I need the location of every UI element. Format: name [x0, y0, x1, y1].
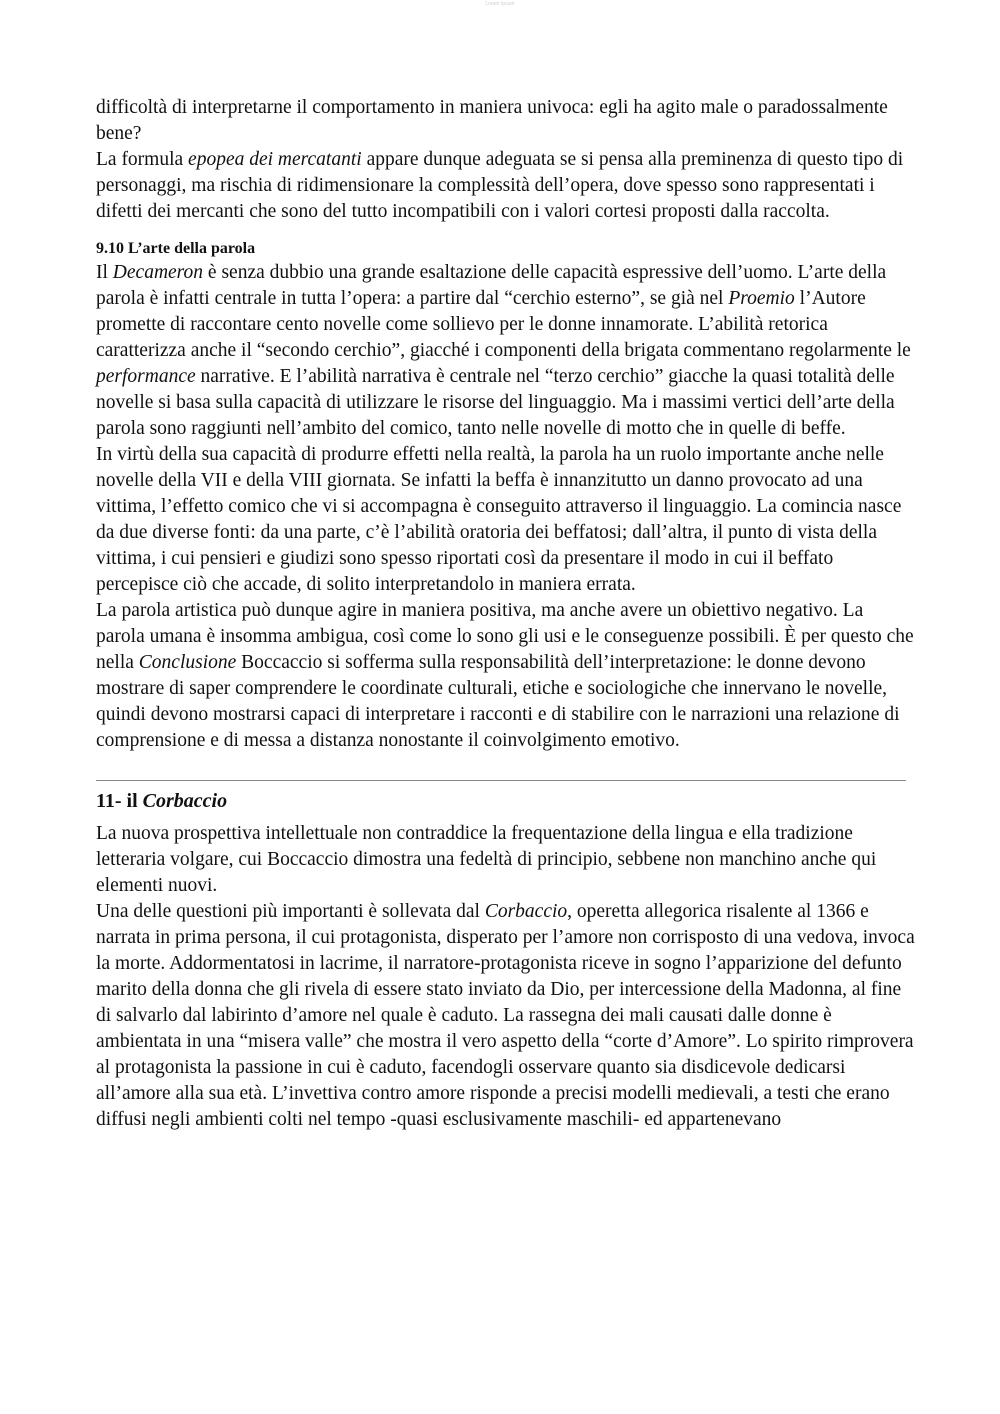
- paragraph: La formula epopea dei mercatanti appare dunque adeguata se si pensa alla preminenza di questo tipo di personaggi, ma rischia di ridimensionare la complessità dell’opera, dove spesso sono rappresentati i difetti dei mercanti che sono del tutto incompatibili con i valori cortesi proposti dalla raccolta.: [96, 149, 904, 222]
- chapter-heading-prefix: 11- il: [96, 790, 143, 812]
- paragraph: In virtù della sua capacità di produrre effetti nella realtà, la parola ha un ruolo importante anche nelle novelle della VII e della VIII giornata. Se infatti la beffa è innanzitutto un danno provocato ad una vittima, l’effetto comico che vi si accompagna è conseguito attraverso il linguaggio. La comincia nasce da due diverse fonti: da una parte, c’è l’abilità oratoria dei beffatosi; dall’altra, il punto di vista della vittima, i cui pensieri e giudizi sono spesso riportati così da presentare il modo in cui il beffato percepisce ciò che accade, di solito interpretandolo in maniera errata.: [96, 444, 902, 595]
- chapter-heading-title: Corbaccio: [142, 790, 228, 812]
- watermark: Lorem Ipsum: [485, 1, 515, 7]
- section-9-10-body: [96, 260, 916, 754]
- italic-title: performance: [96, 366, 196, 387]
- paragraph: difficoltà di interpretarne il comportamento in maniera univoca: egli ha agito male o paradossalmente bene?: [96, 97, 888, 144]
- italic-title: Conclusione: [138, 652, 237, 673]
- italic-title: epopea dei mercatanti: [188, 149, 362, 170]
- italic-title: Proemio: [728, 288, 795, 309]
- italic-title: Decameron: [112, 262, 204, 283]
- paragraph: La parola artistica può dunque agire in maniera positiva, ma anche avere un obiettivo negativo. La parola umana è insomma ambigua, così come lo sono gli usi e le conseguenze possibili. È per questo che nella Conclusione Boccaccio si sofferma sulla responsabilità dell’interpretazione: le donne devono mostrare di saper comprendere le coordinate culturali, etiche e sociologiche che innervano le novelle, quindi devono mostrarsi capaci di interpretare i racconti e di stabilire con le narrazioni una relazione di comprensione e di messa a distanza nonostante il coinvolgimento emotivo.: [96, 600, 914, 751]
- paragraph: Una delle questioni più importanti è sollevata dal Corbaccio, operetta allegorica risalente al 1366 e narrata in prima persona, il cui protagonista, disperato per l’amore non corrisposto di una vedova, invoca la morte. Addormentatosi in lacrime, il narratore-protagonista riceve in sogno l’apparizione del defunto marito della donna che gli rivela di essere stato inviato da Dio, per intercessione della Madonna, al fine di salvarlo dal labirinto d’amore nel quale è caduto. La rassegna dei mali causati dalle donne è ambientata in una “misera valle” che mostra il vero aspetto della “corte d’Amore”. Lo spirito rimprovera al protagonista la passione in cui è caduto, facendogli osservare quanto sia disdicevole dedicarsi all’amore alla sua età. L’invettiva contro amore risponde a precisi modelli medievali, a testi che erano diffusi negli ambienti colti nel tempo -quasi esclusivamente maschili- ed appartenevano: [96, 901, 915, 1130]
- paragraph: Il Decameron è senza dubbio una grande esaltazione delle capacità espressive dell’uomo. L’arte della parola è infatti centrale in tutta l’opera: a partire dal “cerchio esterno”, se già nel Proemio l’Autore promette di raccontare cento novelle come sollievo per le donne innamorate. L’abilità retorica caratterizza anche il “secondo cerchio”, giacché i componenti della brigata commentano regolarmente le performance narrative. E l’abilità narrativa è centrale nel “terzo cerchio” giacche la quasi totalità delle novelle si basa sulla capacità di utilizzare le risorse del linguaggio. Ma i massimi vertici dell’arte della parola sono raggiunti nell’ambito del comico, tanto nelle novelle di motto che in quelle di beffe.: [96, 262, 911, 439]
- section-heading-9-10: 9.10 L’arte della parola: [96, 240, 256, 257]
- paragraph: La nuova prospettiva intellettuale non contraddice la frequentazione della lingua e ella tradizione letteraria volgare, cui Boccaccio dimostra una fedeltà di principio, sebbene non manchino anche qui elementi nuovi.: [96, 823, 877, 896]
- italic-title: Corbaccio: [484, 901, 568, 922]
- divider-line: [96, 780, 906, 781]
- chapter-heading-11: [96, 787, 916, 815]
- section-continued: [96, 95, 916, 225]
- chapter-11-body: [96, 821, 916, 1133]
- document-page: [96, 95, 916, 1133]
